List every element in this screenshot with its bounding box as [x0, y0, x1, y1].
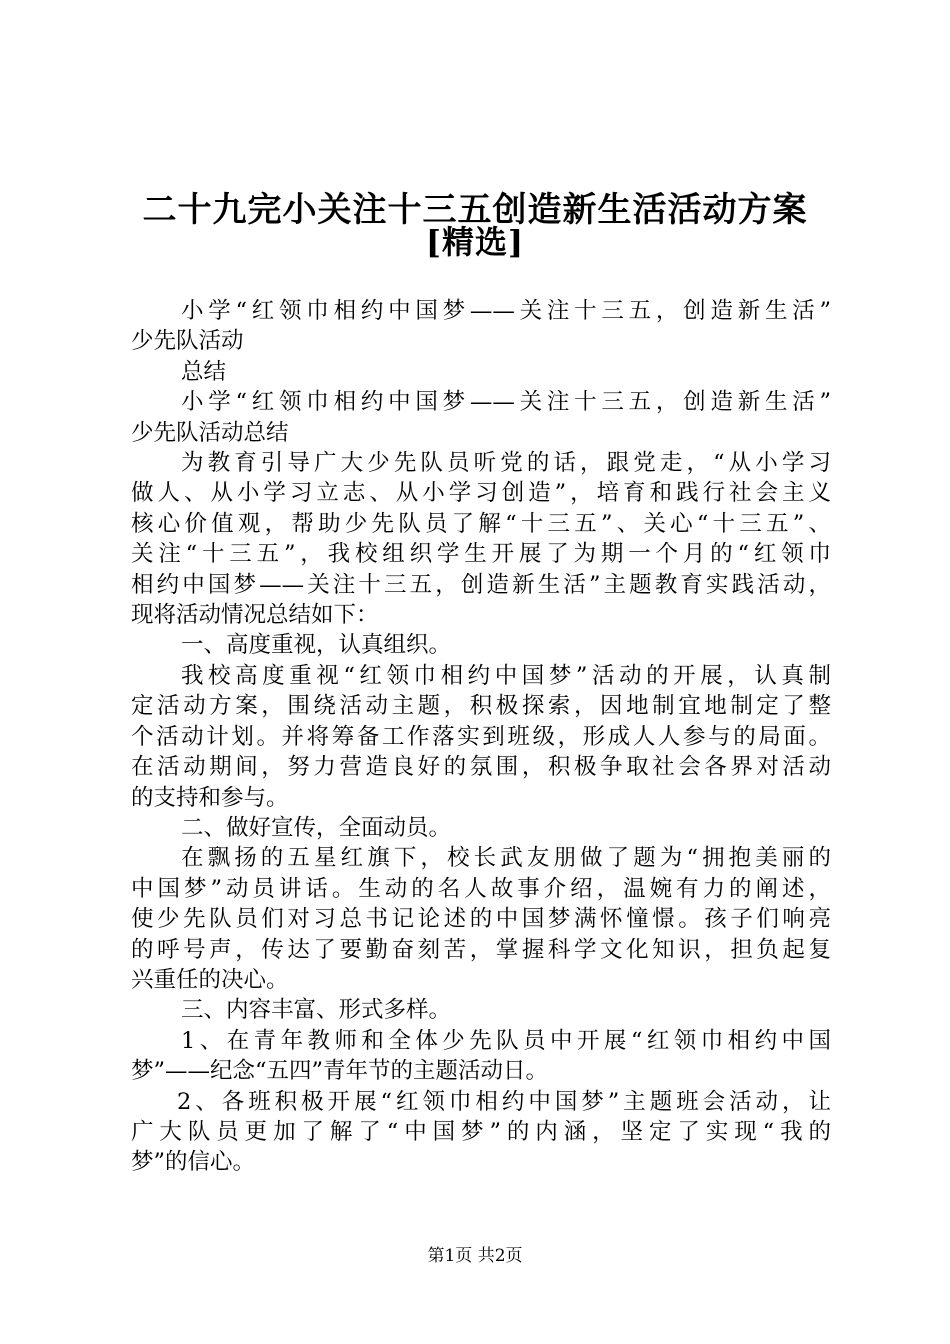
text-line: 定活动方案，围绕活动主题，积极探索，因地制宜地制定了整: [131, 693, 831, 720]
text-line: 中国梦”动员讲话。生动的名人故事介绍，温婉有力的阐述，: [131, 875, 831, 902]
text-line: 为教育引导广大少先队员听党的话，跟党走，“从小学习: [181, 450, 831, 477]
text-line: 现将活动情况总结如下：: [131, 602, 379, 629]
text-line: 总结: [181, 358, 227, 385]
text-line: 小学“红领巾相约中国梦——关注十三五，创造新生活”: [181, 298, 831, 324]
text-line: 关注“十三五”，我校组织学生开展了为期一个月的“红领巾: [131, 541, 831, 568]
text-line: 广大队员更加了解了“中国梦”的内涵，坚定了实现“我的: [131, 1118, 831, 1145]
text-line: 少先队活动总结: [131, 419, 289, 446]
text-line: 做人、从小学习立志、从小学习创造”，培育和践行社会主义: [131, 480, 831, 507]
text-line: 梦”的信心。: [131, 1149, 256, 1176]
document-title-suffix: [精选]: [425, 223, 525, 261]
text-line: 的支持和参与。: [131, 784, 289, 811]
text-line: 1、在青年教师和全体少先队员中开展“红领巾相约中国: [181, 1027, 831, 1054]
text-line: 二、做好宣传，全面动员。: [181, 814, 452, 841]
text-line: 的呼号声，传达了要勤奋刻苦，掌握科学文化知识，担负起复: [131, 936, 831, 963]
text-line: 在飘扬的五星红旗下，校长武友朋做了题为“拥抱美丽的: [181, 845, 831, 872]
text-line: 梦”——纪念“五四”青年节的主题活动日。: [131, 1058, 549, 1085]
text-line: 一、高度重视，认真组织。: [181, 632, 452, 659]
document-body: [131, 296, 831, 1178]
text-line: 个活动计划。并将筹备工作落实到班级，形成人人参与的局面。: [131, 723, 831, 750]
text-line: 少先队活动: [131, 328, 244, 355]
text-line: 三、内容丰富、形式多样。: [181, 997, 452, 1024]
page-footer: 第1页 共2页: [427, 1246, 523, 1266]
document-title: 二十九完小关注十三五创造新生活活动方案: [142, 190, 808, 230]
text-line: 2、各班积极开展“红领巾相约中国梦”主题班会活动，让: [177, 1088, 831, 1115]
text-line: 兴重任的决心。: [131, 966, 289, 993]
text-line: 我校高度重视“红领巾相约中国梦”活动的开展，认真制: [181, 662, 831, 689]
text-line: 小学“红领巾相约中国梦——关注十三五，创造新生活”: [181, 389, 831, 416]
text-line: 相约中国梦——关注十三五，创造新生活”主题教育实践活动，: [131, 571, 831, 598]
text-line: 在活动期间，努力营造良好的氛围，积极争取社会各界对活动: [131, 754, 831, 781]
text-line: 使少先队员们对习总书记论述的中国梦满怀憧憬。孩子们响亮: [131, 906, 831, 933]
text-line: 核心价值观，帮助少先队员了解“十三五”、关心“十三五”、: [131, 510, 831, 537]
